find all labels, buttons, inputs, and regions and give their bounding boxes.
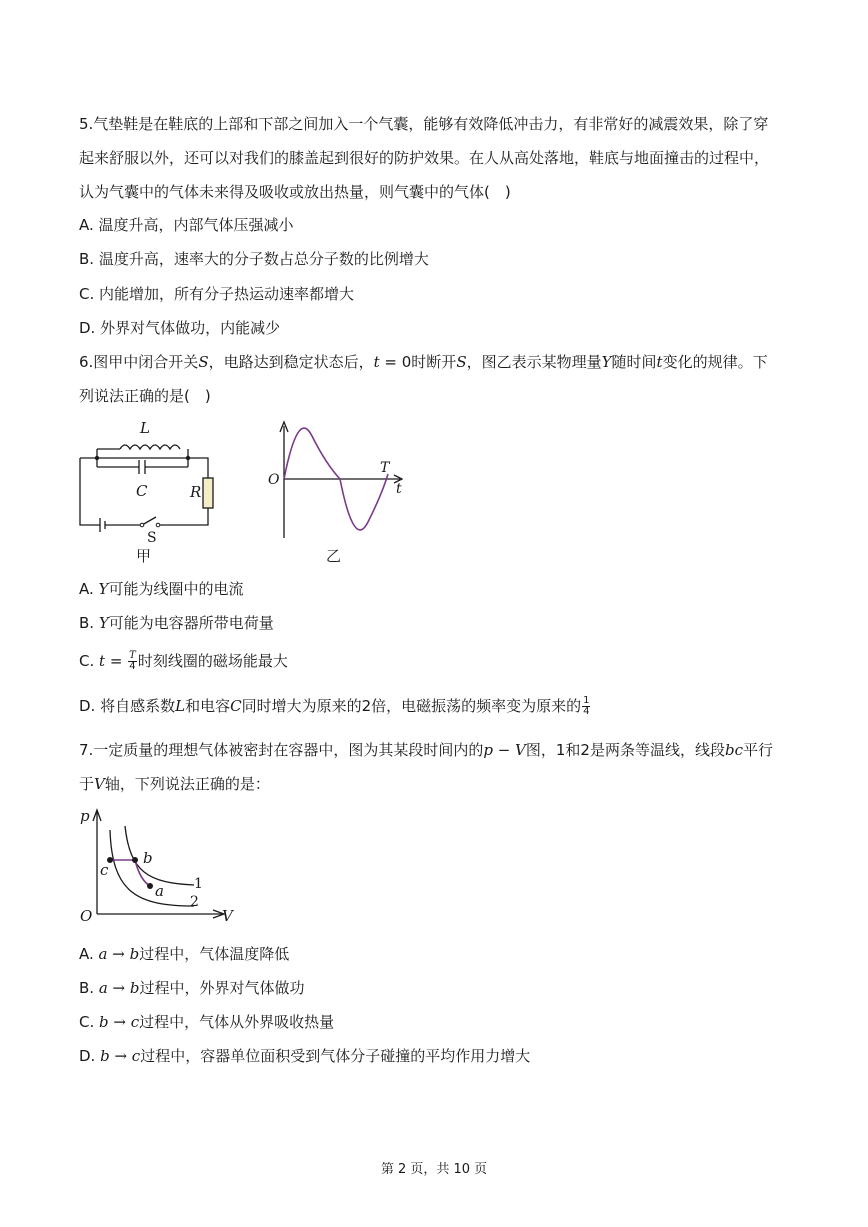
q6-option-b: B. Y可能为电容器所带电荷量 xyxy=(79,614,274,632)
origin-label: O xyxy=(80,907,93,925)
q7-stem-line-1: 7.一定质量的理想气体被密封在容器中，图为其某段时间内的p − V图，1和2是两条等温线，线段bc平行 xyxy=(79,741,773,759)
page-footer: 第 2 页，共 10 页 xyxy=(380,1162,488,1177)
point-a xyxy=(147,883,153,889)
q5-stem-line-3: 认为气囊中的气体未来得及吸收或放出热量，则气囊中的气体( ) xyxy=(79,183,511,201)
label-b: b xyxy=(143,849,153,867)
label-switch-S: S xyxy=(147,530,157,546)
q7-option-b: B. a → b过程中，外界对气体做功 xyxy=(79,979,305,997)
isotherm-2 xyxy=(110,830,194,906)
q6-option-a: A. Y可能为线圈中的电流 xyxy=(79,580,244,598)
q5-stem-line-2: 起来舒服以外，还可以对我们的膝盖起到很好的防护效果。在人从高处落地，鞋底与地面撞击的过程中， xyxy=(79,149,770,167)
circuit-junction-right xyxy=(186,456,190,460)
q6-option-d: D. 将自感系数L和电容C同时增大为原来的2倍，电磁振荡的频率变为原来的 $\frac{1}{4}$ xyxy=(79,695,590,717)
axis-V-label: V xyxy=(222,907,233,925)
label-a: a xyxy=(155,882,164,900)
fraction-T-over-4: $\frac{T}{4}$ xyxy=(129,650,136,672)
graph-time-axis-label: t xyxy=(396,481,402,497)
label-isotherm-1: 1 xyxy=(194,876,203,892)
label-inductor-L: L xyxy=(140,419,150,437)
q7-option-c: C. b → c过程中，气体从外界吸收热量 xyxy=(79,1013,335,1031)
label-c: c xyxy=(100,861,109,879)
q6-circuit-diagram xyxy=(70,418,230,568)
resistor-symbol xyxy=(203,478,213,508)
axis-p-label: p xyxy=(80,807,90,825)
q5-option-b: B. 温度升高，速率大的分子数占总分子数的比例增大 xyxy=(79,250,429,268)
label-resistor-R: R xyxy=(190,483,202,501)
q6-stem-line-1: 6.图甲中闭合开关S，电路达到稳定状态后，t = 0时断开S，图乙表示某物理量Y随时间t变化的规律。下 xyxy=(79,353,768,371)
q7-stem-line-2: 于V轴，下列说法正确的是： xyxy=(79,775,270,793)
q7-option-a: A. a → b过程中，气体温度降低 xyxy=(79,945,290,963)
q6-stem-line-2: 列说法正确的是( ) xyxy=(79,387,211,405)
q5-option-c: C. 内能增加，所有分子热运动速率都增大 xyxy=(79,285,355,303)
isotherm-1 xyxy=(125,826,194,885)
label-capacitor-C: C xyxy=(136,482,148,500)
graph-period-label: T xyxy=(380,460,390,476)
q6-oscillation-graph xyxy=(262,414,412,569)
q6-option-c: C. t = $\frac{T}{4}$ 时刻线圈的磁场能最大 xyxy=(79,650,288,672)
circuit-caption: 甲 xyxy=(136,547,152,565)
graph-caption: 乙 xyxy=(326,547,342,565)
point-b xyxy=(132,857,138,863)
label-isotherm-2: 2 xyxy=(190,894,199,910)
q7-pv-graph xyxy=(72,802,242,927)
circuit-junction-left xyxy=(95,456,99,460)
q5-option-d: D. 外界对气体做功，内能减少 xyxy=(79,319,281,337)
q5-stem-line-1: 5.气垫鞋是在鞋底的上部和下部之间加入一个气囊，能够有效降低冲击力，有非常好的减震效果，除了穿 xyxy=(79,115,769,133)
q7-option-d: D. b → c过程中，容器单位面积受到气体分子碰撞的平均作用力增大 xyxy=(79,1047,531,1065)
fraction-one-quarter: $\frac{1}{4}$ xyxy=(583,695,590,717)
graph-origin-label: O xyxy=(268,472,280,488)
q5-option-a: A. 温度升高，内部气体压强减小 xyxy=(79,216,294,234)
